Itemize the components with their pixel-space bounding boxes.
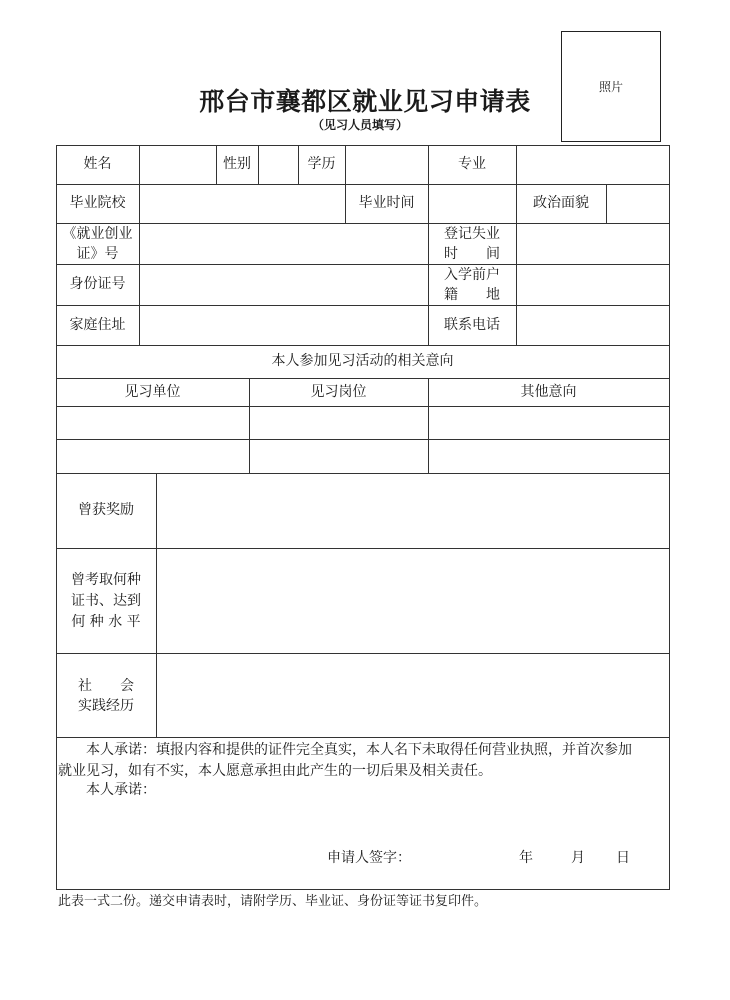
label-social-practice-line2: 实践经历 bbox=[78, 698, 134, 714]
footer-note: 此表一式二份。递交申请表时，请附学历、毕业证、身份证等证书复印件。 bbox=[58, 894, 488, 909]
awards-field[interactable] bbox=[156, 473, 669, 548]
unemployment-field[interactable] bbox=[516, 223, 669, 264]
pledge-line-1: 本人承诺：填报内容和提供的证件完全真实，本人名下未取得任何营业执照，并首次参加 bbox=[86, 742, 632, 758]
date-year: 年 bbox=[519, 850, 533, 866]
intent-unit-field-1[interactable] bbox=[56, 406, 249, 439]
gender-field[interactable] bbox=[258, 145, 298, 184]
social-practice-field[interactable] bbox=[156, 653, 669, 737]
intent-header-post: 见习岗位 bbox=[310, 383, 367, 400]
label-gender: 性别 bbox=[223, 156, 251, 172]
date-month: 月 bbox=[571, 850, 585, 866]
certificates-field[interactable] bbox=[156, 548, 669, 653]
label-social-practice bbox=[56, 676, 156, 716]
intent-section-title: 本人参加见习活动的相关意向 bbox=[271, 353, 454, 369]
political-field[interactable] bbox=[606, 184, 669, 223]
label-certificates-line3: 何 种 水 平 bbox=[71, 614, 141, 630]
name-field[interactable] bbox=[139, 145, 216, 184]
label-name: 姓名 bbox=[83, 156, 112, 172]
pledge-line-2: 就业见习，如有不实，本人愿意承担由此产生的一切后果及相关责任。 bbox=[58, 763, 492, 779]
photo-box bbox=[561, 31, 661, 142]
label-awards: 曾获奖励 bbox=[78, 502, 134, 518]
date-day: 日 bbox=[616, 850, 630, 866]
id-no-field[interactable] bbox=[139, 264, 428, 305]
label-id-no: 身份证号 bbox=[69, 276, 126, 292]
label-unemployment-line2: 时 间 bbox=[444, 246, 500, 262]
label-grad-time: 毕业时间 bbox=[358, 195, 415, 211]
form-subtitle: （见习人员填写） bbox=[311, 118, 408, 132]
label-hukou-line2: 籍 地 bbox=[444, 287, 500, 303]
label-address: 家庭住址 bbox=[69, 316, 126, 333]
label-cert-no-line1: 《就业创业 bbox=[62, 226, 133, 242]
label-social-practice-line1: 社 会 bbox=[78, 678, 134, 694]
intent-header-unit: 见习单位 bbox=[124, 383, 181, 400]
label-hukou bbox=[428, 265, 516, 305]
school-field[interactable] bbox=[139, 184, 345, 223]
education-field[interactable] bbox=[345, 145, 428, 184]
label-education: 学历 bbox=[307, 156, 336, 172]
label-hukou-line1: 入学前户 bbox=[444, 267, 500, 283]
phone-field[interactable] bbox=[516, 305, 669, 345]
label-certificates bbox=[56, 570, 156, 633]
grad-time-field[interactable] bbox=[428, 184, 516, 223]
label-phone: 联系电话 bbox=[444, 316, 500, 333]
pledge-label: 本人承诺： bbox=[86, 782, 156, 798]
form-title: 邢台市襄都区就业见习申请表 bbox=[199, 87, 531, 116]
intent-header-other: 其他意向 bbox=[520, 383, 577, 400]
grid-line bbox=[669, 145, 670, 889]
photo-label: 照片 bbox=[598, 80, 623, 94]
label-certificates-line1: 曾考取何种 bbox=[71, 572, 141, 588]
label-unemployment bbox=[428, 224, 516, 264]
label-unemployment-line1: 登记失业 bbox=[444, 226, 500, 242]
intent-other-field-1[interactable] bbox=[428, 406, 669, 439]
intent-post-field-1[interactable] bbox=[249, 406, 428, 439]
intent-post-field-2[interactable] bbox=[249, 439, 428, 473]
major-field[interactable] bbox=[516, 145, 669, 184]
label-cert-no bbox=[56, 224, 139, 264]
hukou-field[interactable] bbox=[516, 264, 669, 305]
address-field[interactable] bbox=[139, 305, 428, 345]
signature-label: 申请人签字： bbox=[327, 850, 411, 866]
signature-field[interactable] bbox=[412, 844, 507, 868]
label-school: 毕业院校 bbox=[69, 195, 126, 211]
grid-line bbox=[56, 889, 670, 890]
label-certificates-line2: 证书、达到 bbox=[71, 593, 141, 609]
label-major: 专业 bbox=[458, 156, 486, 172]
label-political: 政治面貌 bbox=[533, 195, 589, 211]
intent-other-field-2[interactable] bbox=[428, 439, 669, 473]
grid-line bbox=[56, 737, 670, 738]
label-cert-no-line2: 证》号 bbox=[76, 246, 119, 262]
intent-unit-field-2[interactable] bbox=[56, 439, 249, 473]
cert-no-field[interactable] bbox=[139, 223, 428, 264]
